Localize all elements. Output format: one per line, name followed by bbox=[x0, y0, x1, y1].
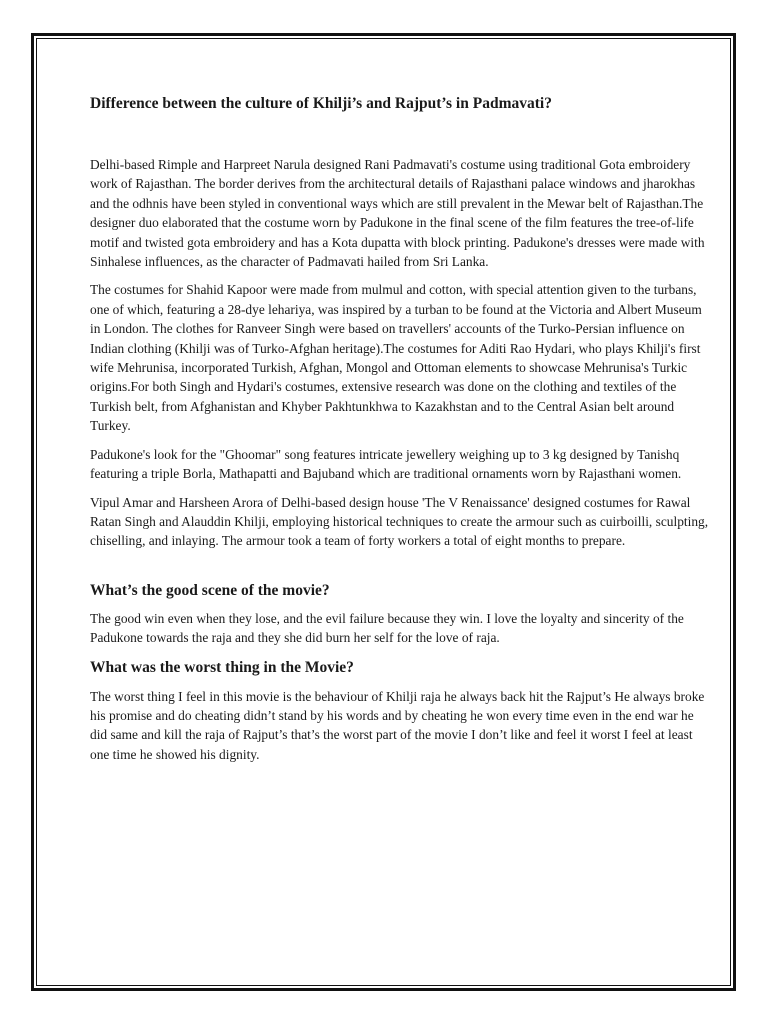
worst-thing-heading: What was the worst thing in the Movie? bbox=[90, 658, 354, 676]
worst-thing-text: The worst thing I feel in this movie is the behaviour of Khilji raja he always back hit the Rajput’s He always broke his promise and do cheating didn’t stand by his words and by cheating he won every time even in the end war he did same and kill the raja of Rajput’s that’s the worst part of the movie I don’t like and feel it worst I feel at least one time he showed his dignity. bbox=[90, 688, 705, 762]
document-body bbox=[90, 94, 710, 773]
main-heading: Difference between the culture of Khilji’s and Rajput’s in Padmavati? bbox=[90, 95, 552, 112]
good-scene-text: The good win even when they lose, and the evil failure because they win. I love the loyalty and sincerity of the Padukone towards the raja and they she did burn her self for the love of raja. bbox=[90, 610, 684, 646]
paragraph-ghoomar-jewellery: Padukone's look for the "Ghoomar" song features intricate jewellery weighing up to 3 kg designed by Tanishq featuring a triple Borla, Mathapatti and Bajuband which are traditional ornaments worn by Rajasthani women. bbox=[90, 446, 682, 482]
good-scene-heading: What’s the good scene of the movie? bbox=[90, 581, 330, 599]
paragraph-costume-padmavati: Delhi-based Rimple and Harpreet Narula designed Rani Padmavati's costume using traditional Gota embroidery work of Rajasthan. The border derives from the architectural details of Rajasthani palace windows and jharokhas and the odhnis have been styled in conventional ways which are still prevalent in the Mewar belt of Rajasthan.The designer duo elaborated that the costume worn by Padukone in the final scene of the film features the tree-of-life motif and twisted gota embroidery and has a Kota dupatta with block printing. Padukone's dresses were made with Sinhalese influences, as the character of Padmavati hailed from Sri Lanka. bbox=[90, 157, 705, 270]
paragraph-costume-shahid-ranveer: The costumes for Shahid Kapoor were made from mulmul and cotton, with special attention given to the turbans, one of which, featuring a 28-dye lehariya, was inspired by a turban to be found at the Victoria and Albert Museum in London. The clothes for Ranveer Singh were based on travellers' accounts of the Turko-Persian influence on Indian clothing (Khilji was of Turko-Afghan heritage).The costumes for Aditi Rao Hydari, who plays Khilji's first wife Mehrunisa, incorporated Turkish, Afghan, Mongol and Ottoman elements to showcase Mehrunisa's Turkic origins.For both Singh and Hydari's costumes, extensive research was done on the clothing and textiles of the Turkish belt, from Afghanistan and Khyber Pakhtunkhwa to Kazakhstan and to the Central Asian belt around Turkey. bbox=[90, 282, 702, 434]
paragraph-armour: Vipul Amar and Harsheen Arora of Delhi-based design house 'The V Renaissance' designed costumes for Rawal Ratan Singh and Alauddin Khilji, employing historical techniques to create the armour such as cuirboilli, sculpting, chiselling, and inlaying. The armour took a team of forty workers a total of eight months to prepare. bbox=[90, 494, 709, 549]
